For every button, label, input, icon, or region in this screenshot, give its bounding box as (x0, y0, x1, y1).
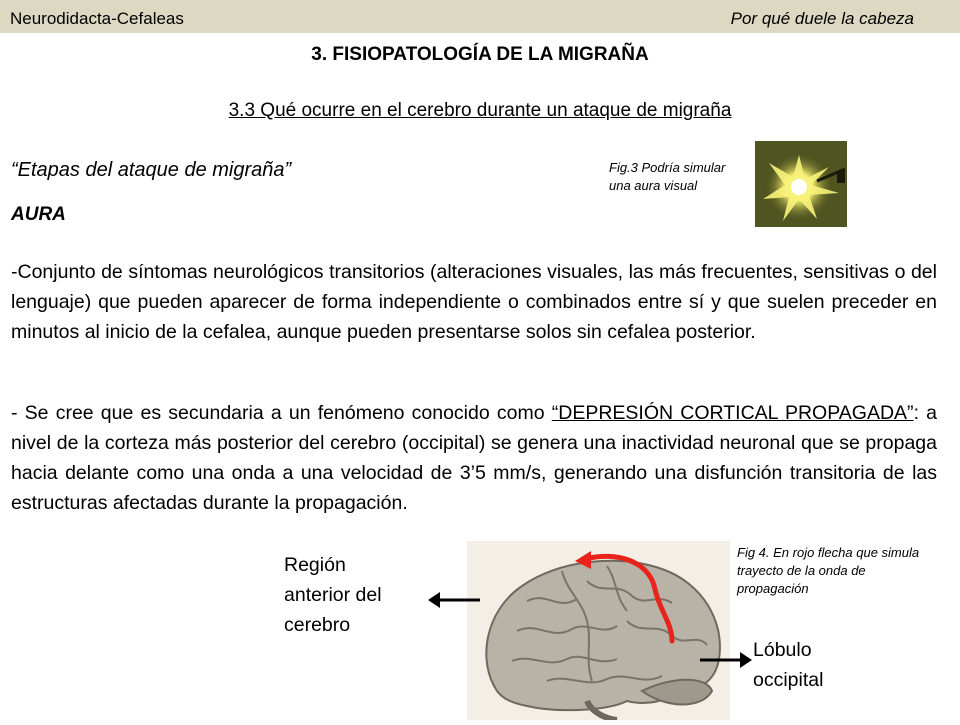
brain-icon (467, 541, 730, 720)
right-arrow-icon (700, 648, 752, 672)
stages-quote: “Etapas del ataque de migraña” (11, 159, 292, 181)
left-arrow-icon (428, 588, 480, 612)
header-right-text: Por qué duele la cabeza (730, 9, 914, 28)
aura-burst-icon (755, 141, 847, 227)
fig4-caption: Fig 4. En rojo flecha que simula trayecto de la onda de propagación (737, 545, 920, 596)
occipital-lobe-label: Lóbulo occipital (753, 639, 824, 691)
header-bar (0, 0, 960, 33)
cortical-depression-paragraph (11, 398, 937, 518)
section-subtitle: 3.3 Qué ocurre en el cerebro durante un ataque de migraña (228, 100, 732, 121)
anterior-region-label: Región anterior del cerebro (284, 554, 382, 636)
aura-definition-paragraph: -Conjunto de síntomas neurológicos transitorios (alteraciones visuales, las más frecuentes, sensitivas o del lenguaje) que pueden aparecer de forma independiente o combinados entre sí y que suelen preceder en minutos al inicio de la cefalea, aunque pueden presentarse solos sin cefalea posterior. (11, 261, 937, 343)
cortical-depression-term: “DEPRESIÓN CORTICAL PROPAGADA” (551, 402, 914, 424)
paragraph2-rest: : a nivel de la corteza más posterior del cerebro (occipital) se genera una inactividad neuronal que se propaga hacia delante como una onda a una velocidad de 3’5 mm/s, generando una disfunción transitoria de las estructuras afectadas durante la propagación. (11, 402, 938, 514)
fig3-caption: Fig.3 Podría simular una aura visual (609, 160, 726, 193)
brain-illustration (467, 541, 730, 720)
visual-aura-image (755, 141, 847, 227)
aura-heading: AURA (11, 204, 66, 225)
header-left-text: Neurodidacta-Cefaleas (10, 9, 184, 28)
page-title: 3. FISIOPATOLOGÍA DE LA MIGRAÑA (311, 44, 649, 65)
paragraph2-intro: - Se cree que es secundaria a un fenómeno conocido como (11, 402, 552, 424)
